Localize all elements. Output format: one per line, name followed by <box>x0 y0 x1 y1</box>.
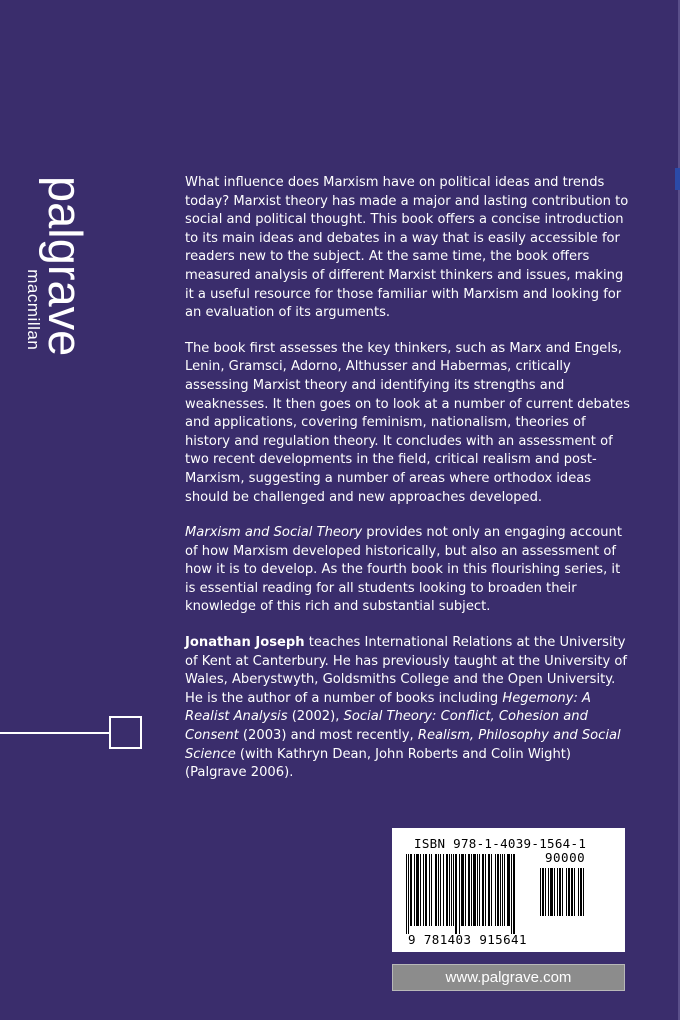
spine-tab <box>675 168 680 190</box>
barcode-bar <box>554 868 555 916</box>
barcode-bar <box>408 854 409 934</box>
barcode-bar <box>482 854 484 926</box>
barcode-bar <box>491 854 492 926</box>
barcode-bar <box>425 854 427 926</box>
barcode-bar <box>568 868 570 916</box>
addon-barcode <box>540 868 612 924</box>
barcode-bar <box>545 868 546 916</box>
barcode-bar <box>453 854 454 926</box>
barcode-bar <box>574 868 575 916</box>
barcode-bar <box>557 868 558 916</box>
ean-barcode <box>406 854 536 934</box>
barcode-bar <box>431 854 432 926</box>
barcode-bar <box>562 868 563 916</box>
barcode-bar <box>449 854 450 926</box>
barcode-bar <box>446 854 448 926</box>
barcode-bar <box>571 868 573 916</box>
barcode-bar <box>502 854 503 926</box>
logo-wordmark: palgrave <box>39 176 92 357</box>
barcode-bar <box>423 854 424 926</box>
barcode-bar <box>504 854 505 926</box>
decorative-line <box>0 732 110 734</box>
barcode-bar <box>578 868 579 916</box>
barcode-bar <box>468 854 470 926</box>
barcode-bar <box>500 854 501 926</box>
barcode-bar <box>410 854 412 926</box>
barcode-bar <box>451 854 452 926</box>
barcode-bar <box>440 854 441 926</box>
barcode-bar <box>559 868 561 916</box>
barcode-bar <box>465 854 466 926</box>
barcode-bar <box>507 854 510 926</box>
barcode-bar <box>495 854 496 926</box>
author-bio: Jonathan Joseph teaches International Relations at the University of Kent at Canterbury. He has previously taught at the University of Wales, Aberystwyth, Goldsmiths College and the Open University. He is the author of a number of books including Hegemony: A Realist Analysis (2002), Social Theory: Conflict, Cohesion and Consent (2003) and most recently, Realism, Philosophy and Social Science (with Kathryn Dean, John Roberts and Colin Wight) (Palgrave 2006). <box>185 635 627 781</box>
barcode-bar <box>580 868 582 916</box>
barcode-bar <box>583 868 584 916</box>
barcode-bar <box>438 854 439 926</box>
blurb-paragraph-3: Marxism and Social Theory provides not only an engaging account of how Marxism developed historically, but also an assessment of how it is to develop. As the fourth book in this flourishing series, it is essential reading for all students looking to broaden their knowledge of this rich and substantial subject. <box>185 525 622 615</box>
blurb <box>185 174 630 800</box>
publisher-logo <box>24 176 92 366</box>
isbn-label: ISBN 978-1-4039-1564-1 <box>414 836 587 851</box>
barcode-bar <box>477 854 478 926</box>
author-name: Jonathan Joseph <box>185 635 305 651</box>
barcode-bar <box>542 868 544 916</box>
barcode-bar <box>548 868 549 916</box>
website-url[interactable]: www.palgrave.com <box>392 964 625 991</box>
barcode-bar <box>473 854 476 926</box>
barcode-bar <box>485 854 486 926</box>
barcode-bar <box>429 854 430 926</box>
barcode-bar <box>550 868 553 916</box>
barcode-panel <box>392 828 625 952</box>
barcode-bar <box>414 854 415 926</box>
blurb-paragraph-2: The book first assesses the key thinkers, such as Marx and Engels, Lenin, Gramsci, Adorno, Althusser and Habermas, critically assessing Marxist theory and identifying its strengths and weaknesses. It then goes on to look at a number of current debates and applications, covering feminism, nationalism, theories of history and regulation theory. It concludes with an assessment of two recent developments in the field, critical realism and post-Marxism, suggesting a number of areas where orthodox ideas should be challenged and new approaches developed. <box>185 340 630 505</box>
decorative-square <box>109 716 142 749</box>
barcode-bar <box>459 854 460 934</box>
barcode-bar <box>406 854 407 934</box>
barcode-bar <box>435 854 437 926</box>
barcode-bar <box>540 868 541 916</box>
barcode-bar <box>488 854 490 926</box>
barcode-bar <box>420 854 421 926</box>
blurb-paragraph-1: What influence does Marxism have on political ideas and trends today? Marxist theory has made a major and lasting contribution to social and political thought. This book offers a concise introduction to its main ideas and debates in a way that is easily accessible for readers new to the subject. At the same time, the book offers measured analysis of different Marxist thinkers and issues, making it a useful resource for those familiar with Marxism and looking for an evaluation of its arguments. <box>185 175 629 321</box>
ean-digits: 9 781403 915641 <box>408 932 527 947</box>
price-code: 90000 <box>545 850 586 865</box>
barcode-bar <box>471 854 472 926</box>
barcode-bar <box>416 854 419 926</box>
barcode-bar <box>497 854 499 926</box>
barcode-bar <box>455 854 457 934</box>
barcode-bar <box>513 854 515 934</box>
barcode-bar <box>479 854 480 926</box>
barcode-bar <box>511 854 512 934</box>
barcode-bar <box>443 854 444 926</box>
logo-subline: macmillan <box>24 269 43 351</box>
barcode-bar <box>566 868 567 916</box>
book-title: Marxism and Social Theory <box>185 525 363 541</box>
barcode-bar <box>461 854 464 926</box>
